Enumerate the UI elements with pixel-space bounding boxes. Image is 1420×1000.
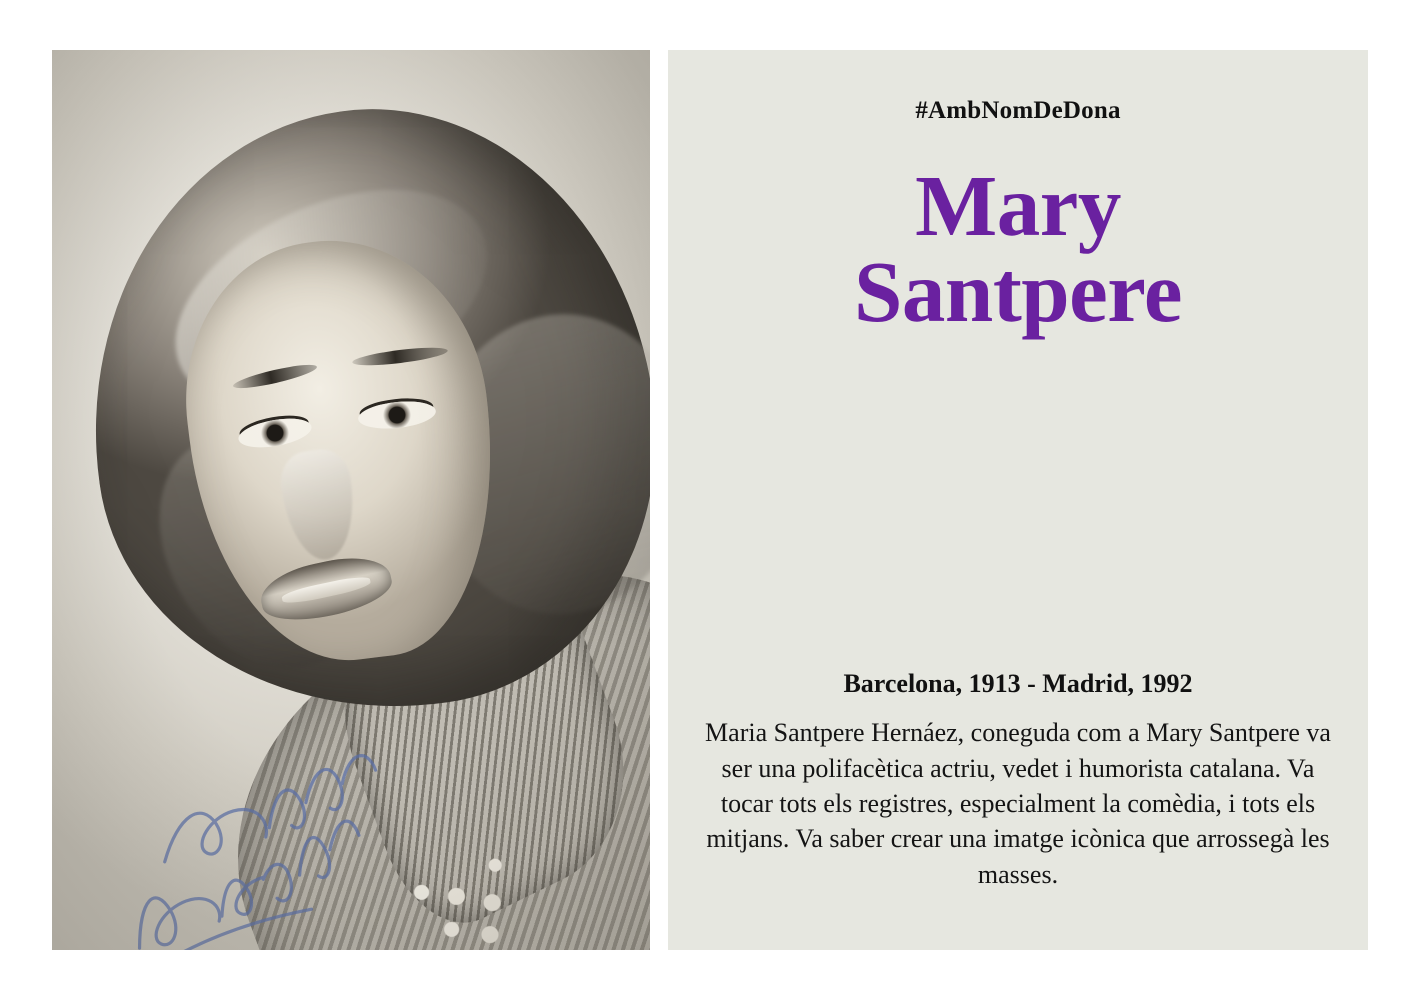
portrait-illustration — [52, 50, 650, 950]
person-name-line-1: Mary — [915, 157, 1121, 254]
info-panel — [668, 50, 1368, 950]
biography-text: Maria Santpere Hernáez, coneguda com a Mary Santpere va ser una polifacètica actriu, vedet i humorista catalana. Va tocar tots els registres, especialment la comèdia, i tots els mitjans. Va saber crear una imatge icònica que arrossegà les masses. — [705, 718, 1331, 889]
portrait-photo — [52, 50, 650, 950]
campaign-hashtag: #AmbNomDeDona — [915, 97, 1121, 124]
person-name-line-2: Santpere — [854, 243, 1182, 341]
photo-paper-background — [52, 50, 650, 950]
layout-spacer — [668, 335, 1368, 669]
life-dates: Barcelona, 1913 - Madrid, 1992 — [843, 669, 1193, 699]
person-name — [668, 157, 1368, 341]
